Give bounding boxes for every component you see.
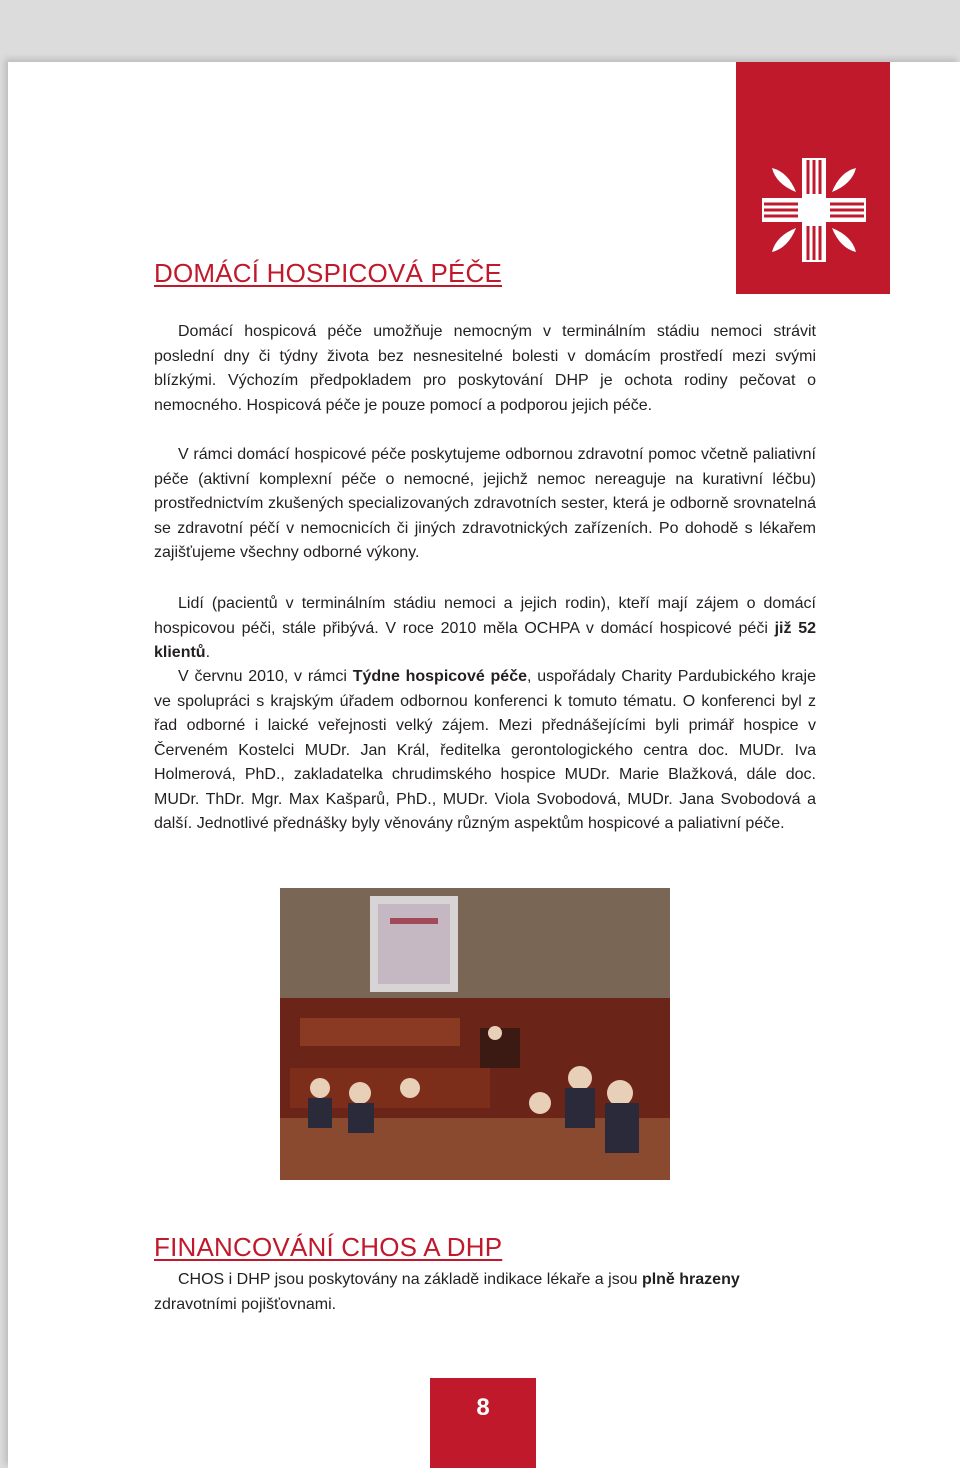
page-number: 8 <box>476 1394 490 1421</box>
hospice-week-highlight: Týdne hospicové péče <box>352 668 527 685</box>
text: . <box>205 644 211 661</box>
paragraph-conference <box>154 665 816 837</box>
section-title-financing: FINANCOVÁNÍ CHOS A DHP <box>154 1232 503 1262</box>
paragraph-clients <box>154 592 816 666</box>
page <box>8 62 960 1468</box>
paragraph-intro: Domácí hospicová péče umožňuje nemocným v terminálním stádiu nemoci strávit poslední dny či týdny života bez nesnesitelné bolesti v domácím prostředí mezi svými blízkými. Výchozím předpokladem pro poskytování DHP je ochota rodiny pečovat o nemocného. Hospicová péče je pouze pomocí a podporou jejich péče. <box>154 323 816 414</box>
charita-cross-icon <box>758 154 870 266</box>
text: , uspořádaly Charity Pardubického kraje ve spolupráci s krajským úřadem odbornou konferenci k tomuto tématu. O konferenci byl z řad odborné i laické veřejnosti velký zájem. Mezi přednášejícími byli primář hospice v Červeném Kostelci MUDr. Jan Král, ředitelka gerontologického centra doc. MUDr. Iva Holmerová, PhD., zakladatelka chrudimského hospice MUDr. Marie Blažková, dále doc. MUDr. ThDr. Mgr. Max Kašparů, PhD., MUDr. Viola Svobodová, MUDr. Jana Svobodová a další. Jednotlivé přednášky byly věnovány různým aspektům hospicové a paliativní péče. <box>154 668 816 832</box>
paragraph-financing <box>154 1268 816 1317</box>
text: CHOS i DHP jsou poskytovány na základě indikace lékaře a jsou <box>178 1271 642 1288</box>
section-title-home-hospice: DOMÁCÍ HOSPICOVÁ PÉČE <box>154 258 503 288</box>
header-tab <box>736 62 890 294</box>
text: V červnu 2010, v rámci <box>178 668 353 685</box>
page-number-tab <box>430 1378 536 1468</box>
fully-covered-highlight: plně hrazeny <box>641 1271 740 1288</box>
text: zdravotními pojišťovnami. <box>154 1295 337 1313</box>
paragraph-care-description: V rámci domácí hospicové péče poskytujeme odbornou zdravotní pomoc včetně paliativní péče (aktivní komplexní péče o nemocné, jejichž nemoc nereaguje na kurativní léčbu) prostřednictvím zkušených specializovaných zdravotních sester, která je odborně srovnatelná se zdravotní péčí v nemocnicích či jiných zdravotnických zařízeních. Po dohodě s lékařem zajišťujeme všechny odborné výkony. <box>154 446 816 561</box>
text: Lidí (pacientů v terminálním stádiu nemoci a jejich rodin), kteří mají zájem o domácí hospicovou péči, stále přibývá. V roce 2010 měla OCHPA v domácí hospicové péči <box>154 595 816 637</box>
clients-count-highlight: již 52 klientů <box>154 619 816 661</box>
conference-photo <box>280 888 670 1180</box>
